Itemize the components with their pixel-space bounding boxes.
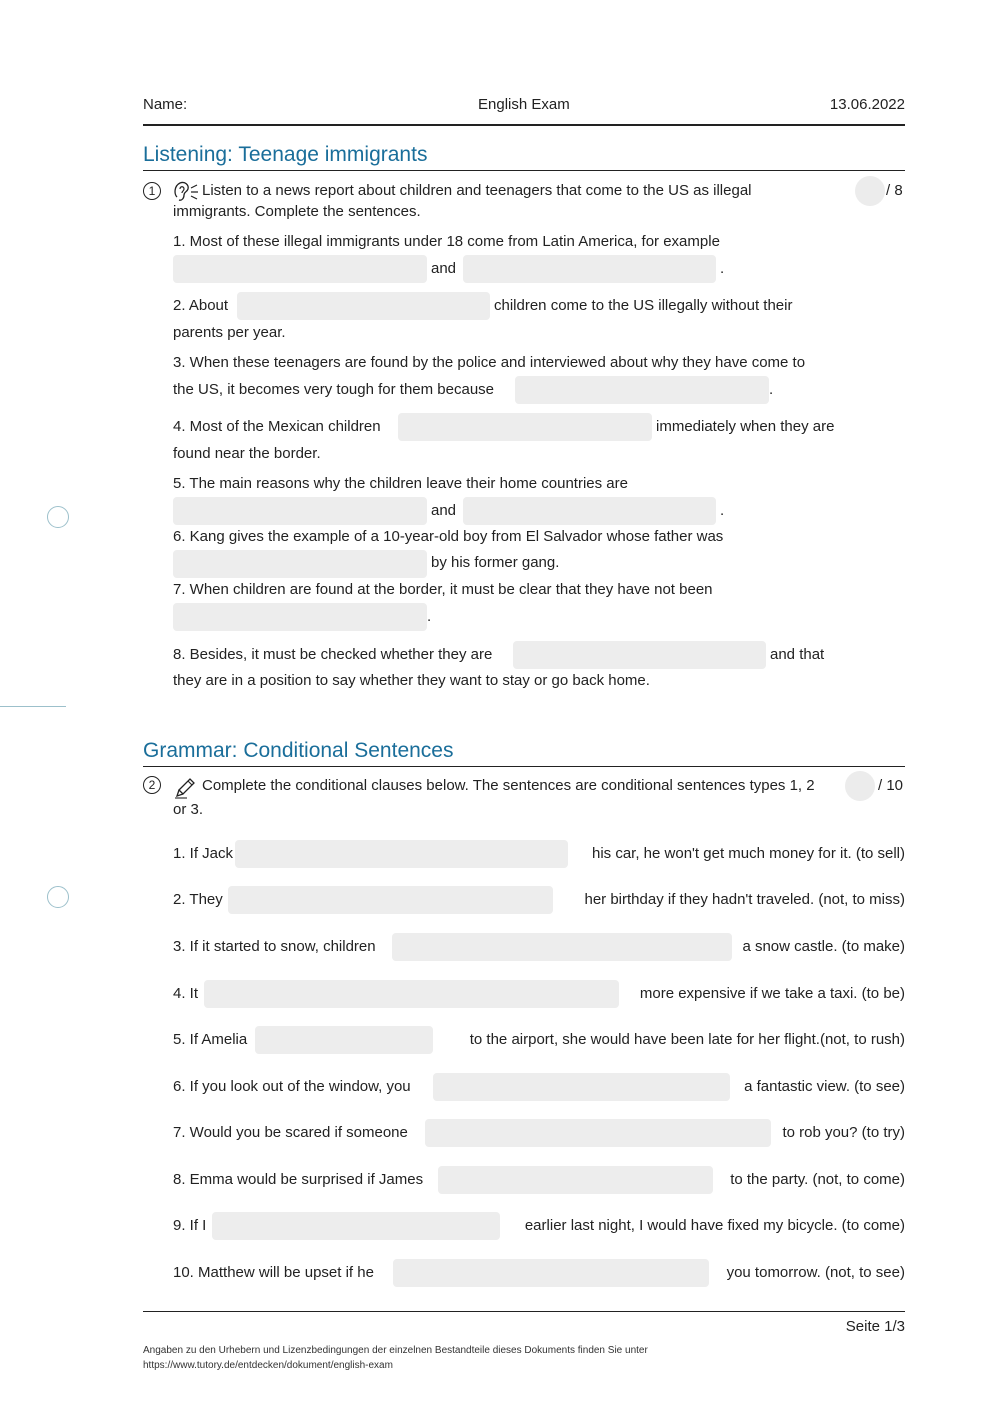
listen-ear-icon	[172, 180, 200, 204]
item-2-blank[interactable]	[237, 292, 490, 320]
footer-url[interactable]: https://www.tutory.de/entdecken/dokument/english-exam	[143, 1360, 393, 1371]
item-2-text: 2. About	[173, 297, 229, 314]
footer-note: Angaben zu den Urhebern und Lizenzbedingungen der einzelnen Bestandteile dieses Dokuments finden Sie unter	[143, 1345, 648, 1356]
item-6-blank[interactable]	[173, 550, 427, 578]
item-1-text: 1. Most of these illegal immigrants under 18 come from Latin America, for example	[173, 233, 720, 250]
item-5-period: .	[720, 502, 725, 519]
listening-points: / 8	[886, 182, 903, 199]
sentence-5-blank[interactable]	[255, 1026, 433, 1054]
sentence-7-post: to rob you? (to try)	[782, 1124, 905, 1141]
sentence-8-post: to the party. (not, to come)	[730, 1171, 905, 1188]
sentence-3-pre: 3. If it started to snow, children	[173, 938, 376, 955]
item-4-text: 4. Most of the Mexican children	[173, 418, 381, 435]
document-title: English Exam	[478, 96, 570, 113]
sentence-4-pre: 4. It	[173, 985, 199, 1002]
item-8-text: 8. Besides, it must be checked whether they are	[173, 646, 493, 663]
sentence-10-pre: 10. Matthew will be upset if he	[173, 1264, 374, 1281]
item-1-period: .	[720, 260, 725, 277]
sentence-10-post: you tomorrow. (not, to see)	[726, 1264, 905, 1281]
grammar-section-title: Grammar: Conditional Sentences	[143, 739, 454, 762]
grammar-instruction-line2: or 3.	[173, 801, 204, 818]
item-3-blank[interactable]	[515, 376, 769, 404]
item-3-text-b: the US, it becomes very tough for them because	[173, 381, 494, 398]
item-8-text-c: they are in a position to say whether they want to stay or go back home.	[173, 672, 650, 689]
item-5-blank-a[interactable]	[173, 497, 427, 525]
item-8-blank[interactable]	[513, 641, 766, 669]
punch-hole-mark-top	[47, 506, 69, 528]
sentence-9-pre: 9. If I	[173, 1217, 207, 1234]
item-7-blank[interactable]	[173, 603, 427, 631]
sentence-3-post: a snow castle. (to make)	[742, 938, 905, 955]
sentence-6-blank[interactable]	[433, 1073, 730, 1101]
sentence-5-pre: 5. If Amelia	[173, 1031, 248, 1048]
task-number-1: 1	[143, 182, 161, 200]
listening-instruction-line1: Listen to a news report about children and teenagers that come to the US as illegal	[202, 182, 752, 199]
sentence-9-blank[interactable]	[212, 1212, 500, 1240]
item-3-period: .	[769, 381, 774, 398]
pencil-write-icon	[173, 775, 199, 799]
sentence-1-post: his car, he won't get much money for it. (to sell)	[592, 845, 905, 862]
grammar-title-rule	[143, 766, 905, 767]
item-5-text: 5. The main reasons why the children leave their home countries are	[173, 475, 628, 492]
sentence-7-pre: 7. Would you be scared if someone	[173, 1124, 408, 1141]
grammar-instruction-line1: Complete the conditional clauses below. The sentences are conditional sentences types 1, 2	[202, 777, 815, 794]
item-4-text-b: immediately when they are	[656, 418, 835, 435]
item-6-text-b: by his former gang.	[431, 554, 560, 571]
sentence-2-blank[interactable]	[228, 886, 553, 914]
sentence-5-post: to the airport, she would have been late for her flight.(not, to rush)	[469, 1031, 905, 1048]
sentence-1-pre: 1. If Jack	[173, 845, 234, 862]
item-1-blank-b[interactable]	[463, 255, 716, 283]
document-date: 13.06.2022	[829, 96, 905, 113]
listening-instruction-line2: immigrants. Complete the sentences.	[173, 203, 421, 220]
listening-section-title: Listening: Teenage immigrants	[143, 143, 428, 166]
sentence-2-pre: 2. They	[173, 891, 223, 908]
grammar-score-field[interactable]	[845, 771, 875, 801]
item-2-text-b: children come to the US illegally without their	[494, 297, 793, 314]
sentence-9-post: earlier last night, I would have fixed my bicycle. (to come)	[524, 1217, 905, 1234]
sentence-3-blank[interactable]	[392, 933, 732, 961]
listening-score-field[interactable]	[855, 176, 885, 206]
punch-hole-mark-bottom	[47, 886, 69, 908]
item-6-text: 6. Kang gives the example of a 10-year-old boy from El Salvador whose father was	[173, 528, 724, 545]
task-number-2: 2	[143, 776, 161, 794]
footer-rule	[143, 1311, 905, 1312]
item-1-and: and	[431, 260, 457, 277]
sentence-6-pre: 6. If you look out of the window, you	[173, 1078, 411, 1095]
item-8-text-b: and that	[770, 646, 825, 663]
sentence-8-pre: 8. Emma would be surprised if James	[173, 1171, 424, 1188]
item-5-and: and	[431, 502, 457, 519]
sentence-8-blank[interactable]	[438, 1166, 713, 1194]
item-5-blank-b[interactable]	[463, 497, 716, 525]
page-number: Seite 1/3	[845, 1318, 905, 1335]
item-4-text-c: found near the border.	[173, 445, 321, 462]
sentence-7-blank[interactable]	[425, 1119, 771, 1147]
sentence-6-post: a fantastic view. (to see)	[744, 1078, 905, 1095]
sentence-1-blank[interactable]	[235, 840, 568, 868]
sentence-10-blank[interactable]	[393, 1259, 709, 1287]
listening-title-rule	[143, 170, 905, 171]
item-4-blank[interactable]	[398, 413, 652, 441]
name-label: Name:	[143, 96, 188, 113]
sentence-2-post: her birthday if they hadn't traveled. (not, to miss)	[584, 891, 905, 908]
item-2-text-c: parents per year.	[173, 324, 286, 341]
sentence-4-blank[interactable]	[204, 980, 619, 1008]
item-7-period: .	[427, 608, 432, 625]
fold-mark	[0, 706, 66, 707]
header-rule	[143, 124, 905, 126]
sentence-4-post: more expensive if we take a taxi. (to be)	[639, 985, 905, 1002]
item-7-text: 7. When children are found at the border, it must be clear that they have not been	[173, 581, 713, 598]
item-1-blank-a[interactable]	[173, 255, 427, 283]
item-3-text: 3. When these teenagers are found by the police and interviewed about why they have come to	[173, 354, 806, 371]
grammar-points: / 10	[878, 777, 904, 794]
